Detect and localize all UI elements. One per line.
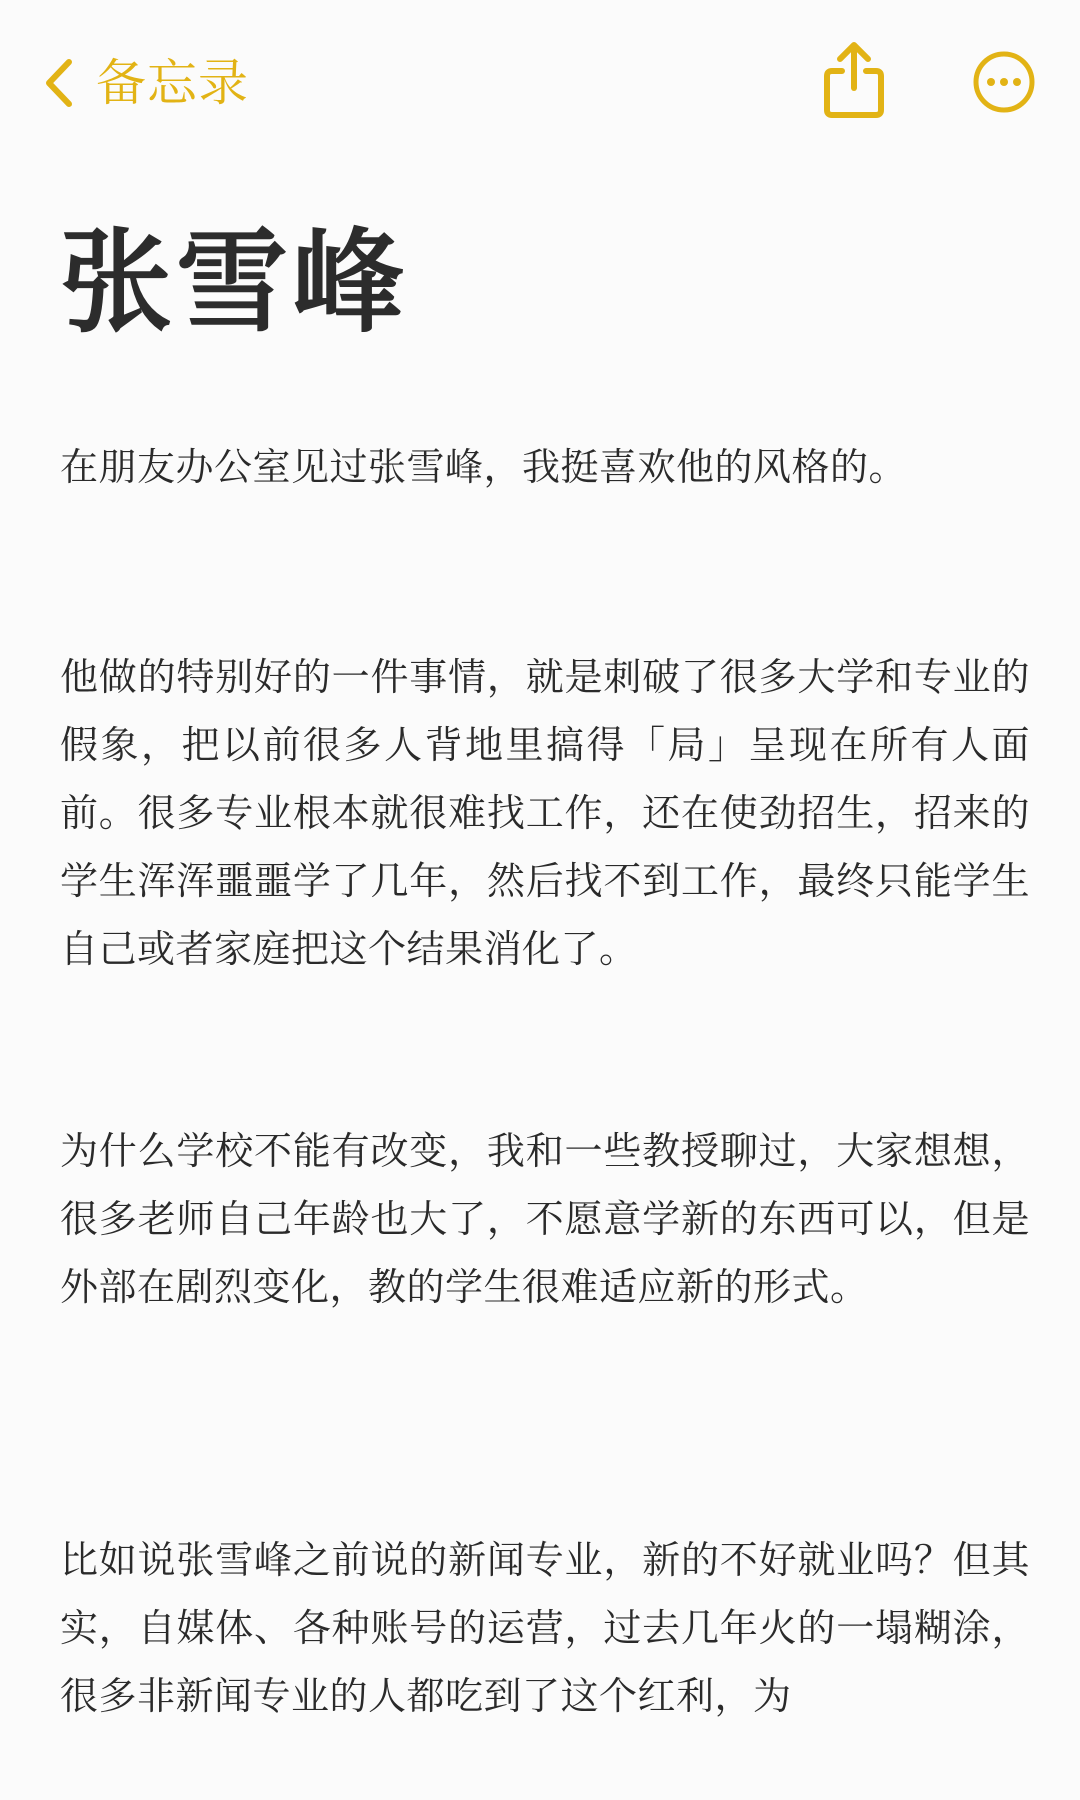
back-button[interactable] <box>44 48 249 118</box>
note-paragraph: 在朋友办公室见过张雪峰，我挺喜欢他的风格的。 <box>60 445 908 489</box>
more-button[interactable] <box>972 50 1036 114</box>
more-icon <box>972 50 1036 114</box>
share-button[interactable] <box>822 40 886 120</box>
note-paragraph: 比如说张雪峰之前说的新闻专业，新的不好就业吗？但其实，自媒体、各种账号的运营，过去几年火的一塌糊涂，很多非新闻专业的人都吃到了这个红利，为 <box>60 1538 1030 1718</box>
navigation-bar <box>0 0 1080 165</box>
back-label: 备忘录 <box>96 54 249 112</box>
note-paragraph: 为什么学校不能有改变，我和一些教授聊过，大家想想，很多老师自己年龄也大了，不愿意学新的东西可以，但是外部在剧烈变化，教的学生很难适应新的形式。 <box>60 1129 1030 1309</box>
note-paragraph: 他做的特别好的一件事情，就是刺破了很多大学和专业的假象，把以前很多人背地里搞得「局」呈现在所有人面前。很多专业根本就很难找工作，还在使劲招生，招来的学生浑浑噩噩学了几年，然后找不到工作，最终只能学生自己或者家庭把这个结果消化了。 <box>60 655 1030 971</box>
note-title: 张雪峰 <box>60 218 408 348</box>
share-icon <box>822 40 886 120</box>
chevron-left-icon <box>44 58 74 108</box>
